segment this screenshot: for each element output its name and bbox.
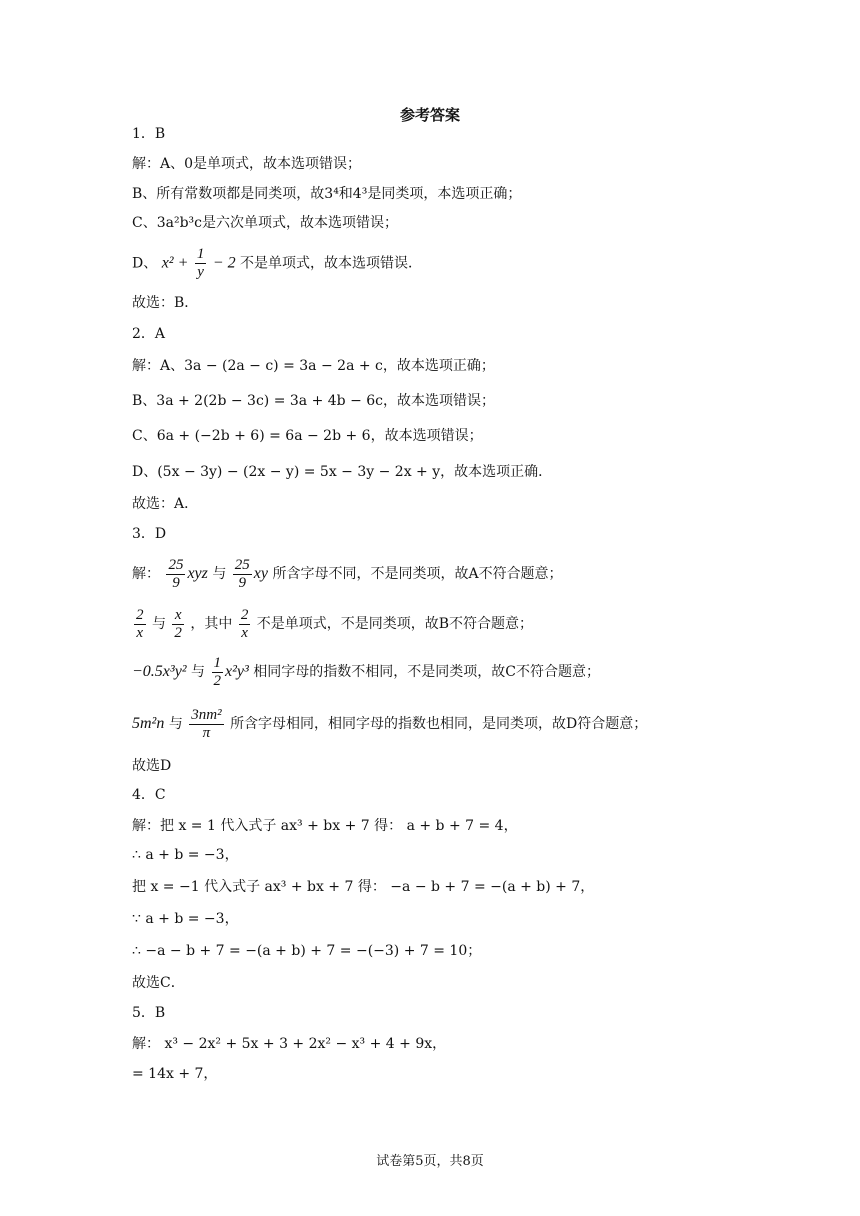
q1-answer: 1．B [132,126,166,142]
fraction-denominator: y [197,264,204,280]
q2-option-d: D、(5x − 3y) − (2x − y) = 5x − 3y − 2x + y，故本选项正确． [132,464,553,480]
q1-option-b: B、所有常数项都是同类项，故3⁴和4³是同类项，本选项正确； [132,186,522,202]
fraction-denominator: 2 [174,624,182,641]
q3-l1-var-1: xyz [187,565,208,582]
q1-option-a: 解：A、0是单项式，故本选项错误； [132,156,362,172]
q1-d-expr-left: x² + [161,254,189,272]
q3-l1-fraction-1 [166,557,185,592]
q3-l1-fraction-2 [233,557,252,592]
fraction-numerator: 25 [234,556,250,573]
q3-l4-expr: 5m²n [132,715,165,732]
fraction-numerator: 2 [240,606,249,623]
fraction-numerator: 1 [213,654,221,671]
q1-d-prefix: D、 [132,255,158,272]
q3-l4-suffix: 所含字母相同，相同字母的指数也相同，是同类项，故D符合题意； [230,716,648,732]
q3-l3-fraction [212,655,224,690]
fraction-denominator: π [202,724,211,741]
q4-choice: 故选C． [132,975,185,991]
q4-line-3: 把 x = −1 代入式子 ax³ + bx + 7 得： −a − b + 7 = −(a + b) + 7， [132,879,595,895]
q1-d-fraction [195,246,207,281]
q5-line-2: = 14x + 7， [132,1066,218,1082]
q1-option-c: C、3a²b³c是六次单项式，故本选项错误； [132,215,398,231]
q1-choice: 故选：B． [132,295,199,311]
q3-l2-mid: 与 [151,616,166,632]
fraction-denominator: x [241,624,248,641]
q3-line-3 [132,652,600,692]
q3-l1-var-2: xy [253,565,268,582]
q3-line-2 [132,604,533,644]
q1-option-d [132,246,422,281]
fraction-denominator: 9 [238,574,247,591]
fraction-numerator: 3nm² [191,706,222,723]
q3-line-1 [132,554,563,594]
q4-line-1: 解：把 x = 1 代入式子 ax³ + bx + 7 得： a + b + 7 = 4， [132,818,518,834]
q3-l4-fraction [189,707,223,742]
q3-l4-mid: 与 [168,716,183,732]
q2-option-a: 解：A、3a − (2a − c) = 3a − 2a + c，故本选项正确； [132,358,495,374]
q3-l2-fraction-3 [239,607,251,642]
q4-answer: 4．C [132,787,166,803]
q2-option-b: B、3a + 2(2b − 3c) = 3a + 4b − 6c，故本选项错误； [132,393,496,409]
q2-option-c: C、6a + (−2b + 6) = 6a − 2b + 6，故本选项错误； [132,428,483,444]
fraction-numerator: 25 [168,556,184,573]
q3-l2-mid2: ，其中 [190,616,233,632]
page-footer: 试卷第5页，共8页 [376,1154,484,1169]
q2-answer: 2．A [132,326,166,342]
q5-line-1: 解： x³ − 2x² + 5x + 3 + 2x² − x³ + 4 + 9x， [132,1036,447,1052]
q3-line-4 [132,702,647,746]
q1-d-expr-right: − 2 [212,254,236,272]
q3-l2-fraction-2 [172,607,184,642]
q3-answer: 3．D [132,526,167,542]
fraction-numerator: 1 [196,246,205,262]
q5-answer: 5．B [132,1005,166,1021]
q3-l3-mid: 与 [191,664,206,680]
q3-l1-suffix: 所含字母不同，不是同类项，故A不符合题意； [272,566,563,582]
q3-l1-prefix: 解： [132,566,160,582]
q3-l3-suffix: 相同字母的指数不相同，不是同类项，故C不符合题意； [253,664,600,680]
q4-line-2: ∴ a + b = −3， [132,847,239,863]
q3-l1-mid: 与 [212,566,227,582]
q4-line-4: ∵ a + b = −3， [132,911,239,927]
fraction-numerator: x [172,607,184,625]
q1-d-suffix: 不是单项式，故本选项错误． [240,255,423,272]
fraction-numerator: 2 [136,606,144,623]
page-title: 参考答案 [399,106,460,124]
fraction-denominator: x [136,624,144,641]
q2-choice: 故选：A． [132,496,199,512]
q4-line-5: ∴ −a − b + 7 = −(a + b) + 7 = −(−3) + 7 = 10； [132,943,482,959]
fraction-denominator: 2 [213,672,221,689]
q3-l3-expr: −0.5x³y² [132,663,187,680]
q3-choice: 故选D [132,758,172,774]
q3-l2-fraction-1 [134,607,146,642]
fraction-denominator: 9 [172,574,180,591]
q3-l3-var: x²y³ [225,663,249,680]
q3-l2-suffix: 不是单项式，不是同类项，故B不符合题意； [256,616,534,632]
